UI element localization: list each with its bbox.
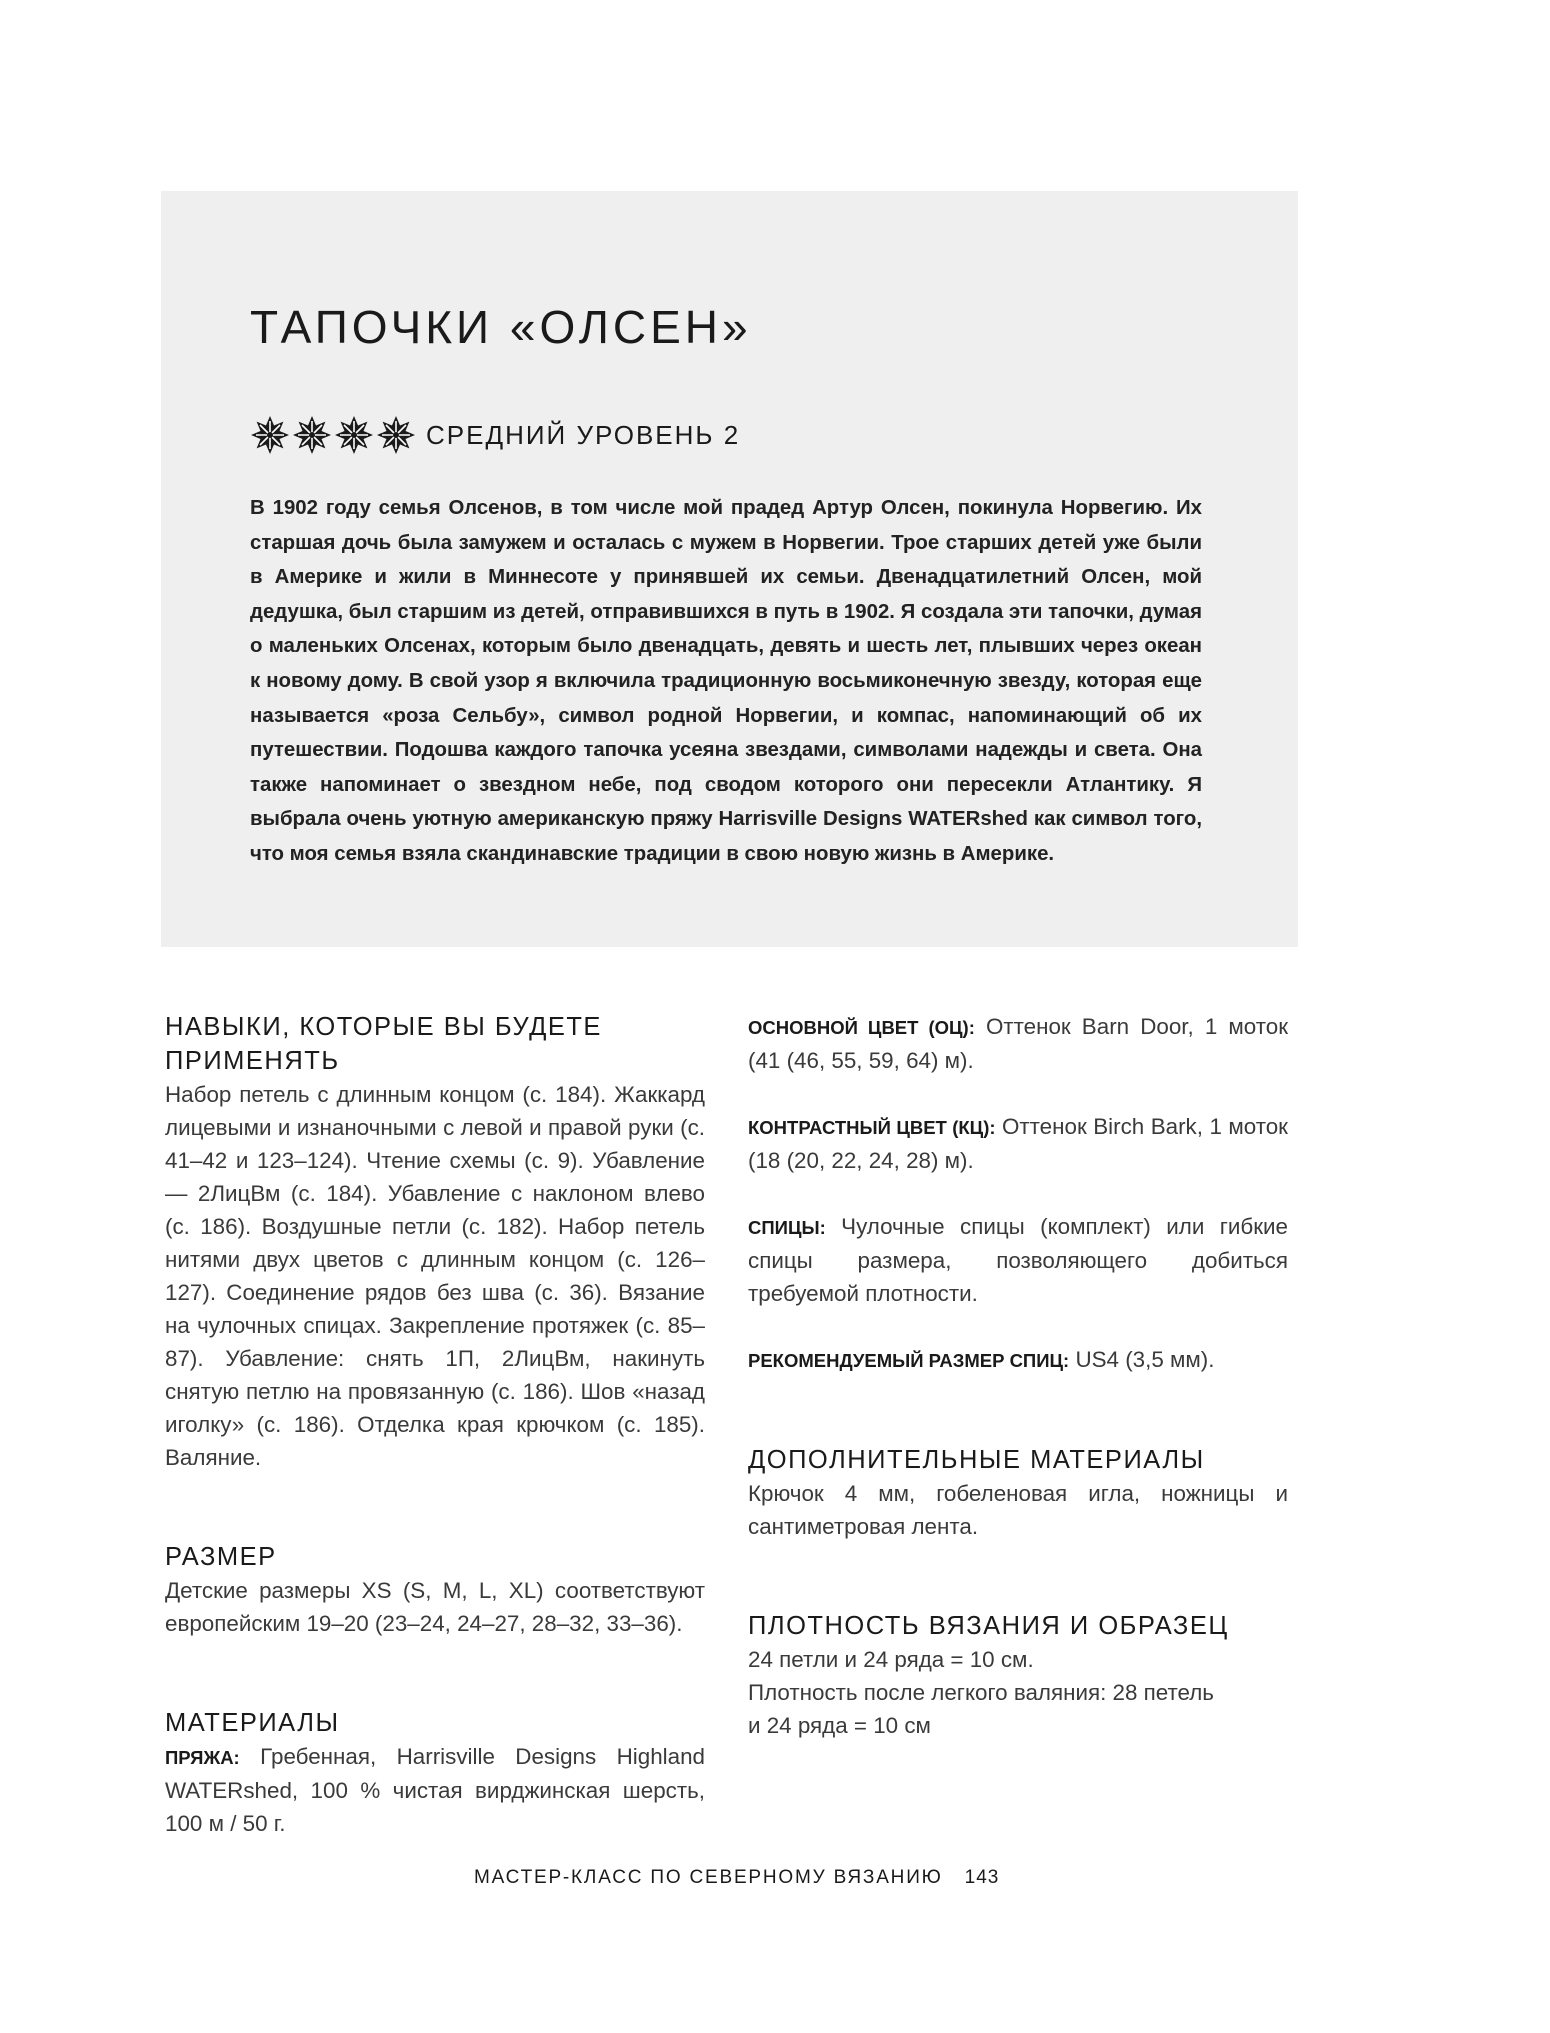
- needle-size-text: US4 (3,5 мм).: [1075, 1347, 1215, 1372]
- intro-paragraph: В 1902 году семья Олсенов, в том числе мой прадед Артур Олсен, покинула Норвегию. Их старшая дочь была замужем и осталась с мужем в Норвегии. Трое старших детей уже были в Америке и жили в Миннесоте у принявшей их семьи. Двенадцатилетний Олсен, мой дедушка, был старшим из детей, отправившихся в путь в 1902. Я создала эти тапочки, думая о маленьких Олсенах, которым было двенадцать, девять и шесть лет, плывших через океан к новому дому. В свой узор я включила традиционную восьмиконечную звезду, которая еще называется «роза Сельбу», символ родной Норвегии, и компас, напоминающий об их путешествии. Подошва каждого тапочка усеяна звездами, символами надежды и света. Она также напоминает о звездном небе, под сводом которого они пересекли Атлантику. Я выбрала очень уютную американскую пряжу Harrisville Designs WATERshed как символ того, что моя семья взяла скандинавские традиции в свою новую жизнь в Америке.: [250, 497, 1202, 865]
- size-text: Детские размеры XS (S, M, L, XL) соответствуют европейским 19–20 (23–24, 24–27, 28–32, 33–36).: [165, 1578, 705, 1636]
- page-footer: [474, 1867, 999, 1889]
- skills-heading-line-1: НАВЫКИ, КОТОРЫЕ ВЫ БУДЕТЕ: [165, 1013, 602, 1041]
- difficulty-label: СРЕДНИЙ УРОВЕНЬ 2: [426, 419, 741, 450]
- gauge-heading: ПЛОТНОСТЬ ВЯЗАНИЯ И ОБРАЗЕЦ: [748, 1612, 1229, 1640]
- size-heading: РАЗМЕР: [165, 1543, 277, 1571]
- footer-book-title: МАСТЕР-КЛАСС ПО СЕВЕРНОМУ ВЯЗАНИЮ: [474, 1867, 943, 1888]
- difficulty-level: [250, 412, 740, 458]
- skills-heading: [165, 1010, 705, 1078]
- needles-text: Чулочные спицы (комплект) или гибкие спицы размера, позволяющего добиться требуемой плотности.: [748, 1214, 1288, 1306]
- eight-point-star-icon: [376, 415, 416, 455]
- main-color-spec: [748, 1010, 1288, 1077]
- skills-heading-line-2: ПРИМЕНЯТЬ: [165, 1047, 340, 1075]
- left-column: [165, 1010, 705, 1840]
- page-number: 143: [964, 1867, 1000, 1888]
- contrast-color-spec: [748, 1110, 1288, 1177]
- needle-size-spec: [748, 1343, 1288, 1377]
- materials-heading: МАТЕРИАЛЫ: [165, 1709, 340, 1737]
- contrast-color-text: Оттенок Birch Bark, 1 моток (18 (20, 22, 24, 28) м).: [748, 1114, 1288, 1173]
- skills-text: Набор петель с длинным концом (с. 184). Жаккард лицевыми и изнаночными с левой и правой руки (с. 41–42 и 123–124). Чтение схемы (с. 9). Убавление — 2ЛицВм (с. 184). Убавление с наклоном влево (с. 186). Воздушные петли (с. 182). Набор петель нитями двух цветов с длинным концом (с. 126–127). Соединение рядов без шва (с. 36). Вязание на чулочных спицах. Закрепление протяжек (с. 85–87). Убавление: снять 1П, 2ЛицВм, накинуть снятую петлю на провязанную (с. 186). Шов «назад иголку» (с. 186). Отделка края крючком (с. 185). Валяние.: [165, 1082, 705, 1470]
- gauge-line-2: Плотность после легкого валяния: 28 петель: [748, 1680, 1214, 1705]
- difficulty-stars: [250, 415, 416, 455]
- eight-point-star-icon: [334, 415, 374, 455]
- needle-size-label: РЕКОМЕНДУЕМЫЙ РАЗМЕР СПИЦ:: [748, 1350, 1070, 1371]
- main-color-label: ОСНОВНОЙ ЦВЕТ (ОЦ):: [748, 1017, 975, 1038]
- extra-materials-text: Крючок 4 мм, гобеленовая игла, ножницы и сантиметровая лента.: [748, 1481, 1288, 1539]
- contrast-color-label: КОНТРАСТНЫЙ ЦВЕТ (КЦ):: [748, 1117, 996, 1138]
- eight-point-star-icon: [250, 415, 290, 455]
- right-column: [748, 1010, 1288, 1742]
- gauge-line-1: 24 петли и 24 ряда = 10 см.: [748, 1647, 1034, 1672]
- extra-materials-heading: ДОПОЛНИТЕЛЬНЫЕ МАТЕРИАЛЫ: [748, 1446, 1205, 1474]
- yarn-spec: [165, 1740, 705, 1840]
- main-color-text: Оттенок Barn Door, 1 моток (41 (46, 55, 59, 64) м).: [748, 1014, 1288, 1073]
- gauge-line-3: и 24 ряда = 10 см: [748, 1713, 931, 1738]
- eight-point-star-icon: [292, 415, 332, 455]
- yarn-text: Гребенная, Harrisville Designs Highland WATERshed, 100 % чистая вирджинская шерсть, 100 м / 50 г.: [165, 1744, 705, 1836]
- needles-spec: [748, 1210, 1288, 1310]
- page-title: ТАПОЧКИ «ОЛСЕН»: [250, 301, 752, 353]
- needles-label: СПИЦЫ:: [748, 1217, 826, 1238]
- yarn-label: ПРЯЖА:: [165, 1747, 240, 1768]
